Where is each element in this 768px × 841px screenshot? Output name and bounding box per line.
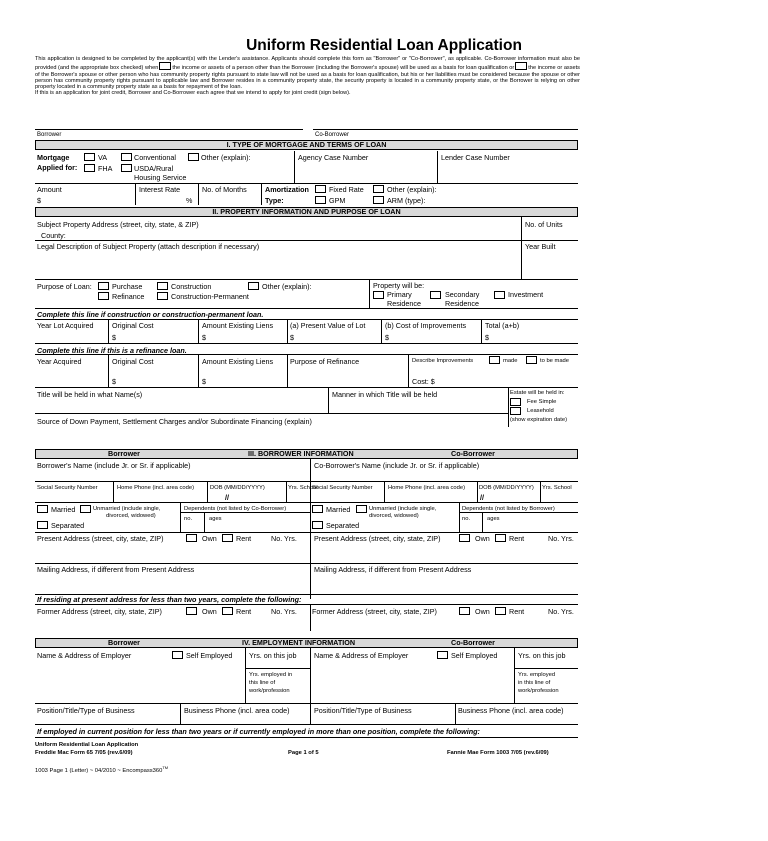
s3-coborrower-label: Co-Borrower: [451, 449, 495, 458]
b-employer-label: Name & Address of Employer: [37, 651, 132, 660]
c-own-checkbox[interactable]: [459, 534, 470, 542]
existing-liens-label: Amount Existing Liens: [202, 321, 274, 330]
b-dob-label: DOB (MM/DD/YYYY): [210, 485, 265, 491]
b-dob-slashes: //: [225, 493, 229, 502]
b-yrs-line-label-3: work/profession: [249, 688, 290, 694]
made-label: made: [503, 358, 518, 364]
arm-checkbox[interactable]: [373, 196, 384, 204]
fha-label: FHA: [98, 164, 113, 173]
construction-permanent-label: Construction-Permanent: [171, 292, 249, 301]
primary-residence-label: Residence: [387, 299, 421, 308]
refi-existing-label: Amount Existing Liens: [202, 357, 274, 366]
refinance-checkbox[interactable]: [98, 292, 109, 300]
to-be-made-label: to be made: [540, 358, 570, 364]
c-business-phone-label: Business Phone (incl. area code): [458, 706, 564, 715]
b-noyrs-label: No. Yrs.: [271, 534, 297, 543]
months-label: No. of Months: [202, 185, 247, 194]
describe-improvements-label: Describe Improvements: [412, 358, 474, 364]
page-title: Uniform Residential Loan Application: [246, 37, 522, 54]
amount-label: Amount: [37, 185, 62, 194]
purpose-other-checkbox[interactable]: [248, 282, 259, 290]
units-label: No. of Units: [525, 220, 563, 229]
borrower-name-label: Borrower's Name (include Jr. or Sr. if applicable): [37, 461, 191, 470]
c-yrs-line-label-3: work/profession: [518, 688, 559, 694]
c-ssn-label: Social Security Number: [312, 485, 373, 491]
secondary-label: Secondary: [445, 290, 480, 299]
c-rent-label: Rent: [509, 534, 525, 543]
construction-permanent-checkbox[interactable]: [157, 292, 168, 300]
b-former-rent-label: Rent: [236, 607, 252, 616]
arm-label: ARM (type):: [387, 196, 426, 205]
s4-borrower-label: Borrower: [108, 638, 140, 647]
mortgage-label: Mortgage: [37, 153, 70, 162]
improvement-cost-label: Cost: $: [412, 377, 435, 386]
footer-form-name: Uniform Residential Loan Application: [35, 742, 139, 748]
b-dependents-ages: ages: [209, 516, 222, 522]
fee-simple-label: Fee Simple: [527, 399, 557, 405]
b-rent-checkbox[interactable]: [222, 534, 233, 542]
refinance-note: Complete this line if this is a refinance loan.: [37, 346, 187, 355]
b-yrs-school-label: Yrs. School: [288, 485, 318, 491]
source-down-payment-label: Source of Down Payment, Settlement Charges and/or Subordinate Financing (explain): [37, 417, 312, 426]
cost-improvements-label: (b) Cost of Improvements: [385, 321, 467, 330]
b-self-employed-checkbox[interactable]: [172, 651, 183, 659]
b-yrs-job-label: Yrs. on this job: [249, 651, 297, 660]
c-former-own-label: Own: [475, 607, 490, 616]
c-yrs-line-label-2: in this line of: [518, 680, 551, 686]
to-be-made-checkbox[interactable]: [526, 356, 537, 364]
present-value-label: (a) Present Value of Lot: [290, 321, 366, 330]
gpm-label: GPM: [329, 196, 346, 205]
two-years-note: If residing at present address for less than two years, complete the following:: [37, 595, 302, 604]
title-names-label: Title will be held in what Name(s): [37, 390, 143, 399]
county-label: County:: [41, 231, 66, 240]
va-checkbox[interactable]: [84, 153, 95, 161]
purpose-other-label: Other (explain):: [262, 282, 312, 291]
c-dob-slashes: //: [480, 493, 484, 502]
b-dependents-label: Dependents (not listed by Co-Borrower): [184, 506, 287, 512]
footer-encompass: 1003 Page 1 (Letter) ~ 04/2010 ~ Encompass360™: [35, 765, 169, 774]
b-rent-label: Rent: [236, 534, 252, 543]
intro-paragraph: This application is designed to be completed by the applicant(s) with the Lender's assistance. Applicants should complete this form as "Borrower" or "Co-Borrower", as applicable. Co-Borrower information must also be provided (and the appropriate box checked) when the income or assets of a person other than the Borrower (including the Borrower's spouse) will be used as a basis for loan qualification or the income or assets of the Borrower's spouse or other person who has community property rights pursuant to state law will not be used as a basis for loan qualification, but his or her liabilities must be considered because the spouse or other person has community property rights pursuant to applicable law and Borrower resides in a community property state, the security property is located in a community property state, or the Borrower is relying on other property located in a community property state as a basis for repayment of the loan. If this is an application for joint credit, Borrower and Co-Borrower each agree that we intend to apply for joint credit (sign below).: [35, 56, 580, 97]
b-separated-checkbox[interactable]: [37, 521, 48, 529]
construction-label: Construction: [171, 282, 212, 291]
property-will-be-label: Property will be:: [373, 281, 425, 290]
fha-checkbox[interactable]: [84, 164, 95, 172]
other-amort-checkbox[interactable]: [373, 185, 384, 193]
b-unmarried-label: Unmarried (include single,: [93, 506, 161, 512]
c-former-noyrs-label: No. Yrs.: [548, 607, 574, 616]
c-former-rent-label: Rent: [509, 607, 525, 616]
b-former-own-checkbox[interactable]: [186, 607, 197, 615]
c-former-own-checkbox[interactable]: [459, 607, 470, 615]
conventional-label: Conventional: [134, 153, 176, 162]
coborrower-signature-label: Co-Borrower: [315, 132, 350, 138]
lender-case-label: Lender Case Number: [441, 153, 510, 162]
total-label: Total (a+b): [485, 321, 520, 330]
agency-case-label: Agency Case Number: [298, 153, 369, 162]
b-separated-label: Separated: [51, 521, 85, 530]
c-present-address-label: Present Address (street, city, state, ZIP): [314, 534, 441, 543]
amortization-type-label: Type:: [265, 196, 284, 205]
section-1-header: I. TYPE OF MORTGAGE AND TERMS OF LOAN: [35, 140, 578, 150]
c-mailing-address-label: Mailing Address, if different from Present Address: [314, 565, 472, 574]
c-former-rent-checkbox[interactable]: [495, 607, 506, 615]
primary-label: Primary: [387, 290, 412, 299]
c-yrs-job-label: Yrs. on this job: [518, 651, 566, 660]
c-dependents-no: no.: [462, 516, 471, 522]
other-type-label: Other (explain):: [201, 153, 251, 162]
applied-for-label: Applied for:: [37, 163, 78, 172]
c-position-label: Position/Title/Type of Business: [314, 706, 412, 715]
c-employer-label: Name & Address of Employer: [314, 651, 409, 660]
c-former-address-label: Former Address (street, city, state, ZIP): [312, 607, 437, 616]
purpose-refinance-label: Purpose of Refinance: [290, 357, 360, 366]
c-unmarried-checkbox[interactable]: [356, 505, 367, 513]
investment-checkbox[interactable]: [494, 291, 505, 299]
employment-note: If employed in current position for less than two years or if currently employed in more than one position, complete the following:: [37, 727, 480, 736]
secondary-residence-checkbox[interactable]: [430, 291, 441, 299]
refi-existing-dollar: $: [202, 377, 206, 386]
year-acquired-label: Year Acquired: [37, 357, 82, 366]
checkbox-icon[interactable]: [159, 62, 171, 70]
va-label: VA: [98, 153, 108, 162]
b-former-address-label: Former Address (street, city, state, ZIP): [37, 607, 162, 616]
c-unmarried-label-2: divorced, widowed): [369, 513, 419, 519]
estate-label: Estate will be held in:: [510, 390, 565, 396]
purchase-checkbox[interactable]: [98, 282, 109, 290]
b-mailing-address-label: Mailing Address, if different from Present Address: [37, 565, 195, 574]
amortization-label: Amortization: [265, 185, 309, 194]
checkbox-icon[interactable]: [515, 62, 527, 70]
interest-pct: %: [186, 196, 193, 205]
leasehold-label: Leasehold: [527, 408, 554, 414]
show-expiration-label: (show expiration date): [510, 417, 568, 423]
c-separated-label: Separated: [326, 521, 360, 530]
c-phone-label: Home Phone (incl. area code): [388, 485, 466, 491]
c-married-label: Married: [326, 505, 351, 514]
s4-coborrower-label: Co-Borrower: [451, 638, 495, 647]
b-married-checkbox[interactable]: [37, 505, 48, 513]
b-phone-label: Home Phone (incl. area code): [117, 485, 195, 491]
usda-label: USDA/Rural: [134, 164, 174, 173]
conventional-checkbox[interactable]: [121, 153, 132, 161]
year-built-label: Year Built: [525, 242, 556, 251]
b-unmarried-label-2: divorced, widowed): [106, 513, 156, 519]
b-own-label: Own: [202, 534, 217, 543]
other-type-checkbox[interactable]: [188, 153, 199, 161]
footer-page-number: Page 1 of 5: [288, 750, 319, 756]
manner-label: Manner in which Title will be held: [332, 390, 438, 399]
interest-rate-label: Interest Rate: [139, 185, 181, 194]
coborrower-name-label: Co-Borrower's Name (include Jr. or Sr. if applicable): [314, 461, 480, 470]
c-married-checkbox[interactable]: [312, 505, 323, 513]
fixed-rate-checkbox[interactable]: [315, 185, 326, 193]
section-4-header: [35, 638, 578, 648]
b-married-label: Married: [51, 505, 76, 514]
total-dollar: $: [485, 333, 489, 342]
s4-title: IV. EMPLOYMENT INFORMATION: [242, 638, 356, 647]
fixed-rate-label: Fixed Rate: [329, 185, 364, 194]
other-amort-label: Other (explain):: [387, 185, 437, 194]
c-self-employed-checkbox[interactable]: [437, 651, 448, 659]
c-self-employed-label: Self Employed: [451, 651, 498, 660]
secondary-residence-label: Residence: [445, 299, 479, 308]
borrower-signature-label: Borrower: [37, 132, 62, 138]
b-former-rent-checkbox[interactable]: [222, 607, 233, 615]
c-yrs-school-label: Yrs. School: [542, 485, 572, 491]
c-unmarried-label: Unmarried (include single,: [369, 506, 437, 512]
usda-label-2: Housing Service: [134, 173, 187, 182]
footer-fannie-mae: Fannie Mae Form 1003 7/05 (rev.6/09): [447, 750, 549, 756]
investment-label: Investment: [508, 290, 544, 299]
c-yrs-line-label: Yrs. employed: [518, 672, 556, 678]
b-business-phone-label: Business Phone (incl. area code): [184, 706, 290, 715]
property-address-label: Subject Property Address (street, city, state, & ZIP): [37, 220, 199, 229]
b-own-checkbox[interactable]: [186, 534, 197, 542]
c-dependents-label: Dependents (not listed by Borrower): [462, 506, 555, 512]
legal-description-label: Legal Description of Subject Property (attach description if necessary): [37, 242, 260, 251]
b-unmarried-checkbox[interactable]: [80, 505, 91, 513]
c-noyrs-label: No. Yrs.: [548, 534, 574, 543]
c-dependents-ages: ages: [487, 516, 500, 522]
b-position-label: Position/Title/Type of Business: [37, 706, 135, 715]
purchase-label: Purchase: [112, 282, 143, 291]
gpm-checkbox[interactable]: [315, 196, 326, 204]
b-former-own-label: Own: [202, 607, 217, 616]
b-present-address-label: Present Address (street, city, state, ZIP): [37, 534, 164, 543]
orig-cost-dollar: $: [112, 333, 116, 342]
refi-orig-cost-label: Original Cost: [112, 357, 154, 366]
construction-checkbox[interactable]: [157, 282, 168, 290]
amount-dollar: $: [37, 196, 41, 205]
made-checkbox[interactable]: [489, 356, 500, 364]
b-self-employed-label: Self Employed: [186, 651, 233, 660]
c-dob-label: DOB (MM/DD/YYYY): [479, 485, 534, 491]
c-rent-checkbox[interactable]: [495, 534, 506, 542]
b-yrs-line-label-2: this line of: [249, 680, 276, 686]
fee-simple-checkbox[interactable]: [510, 398, 521, 406]
section-2-header: II. PROPERTY INFORMATION AND PURPOSE OF LOAN: [35, 207, 578, 217]
orig-cost-label: Original Cost: [112, 321, 154, 330]
present-value-dollar: $: [290, 333, 294, 342]
c-separated-checkbox[interactable]: [312, 521, 323, 529]
usda-checkbox[interactable]: [121, 164, 132, 172]
leasehold-checkbox[interactable]: [510, 407, 521, 415]
cost-improvements-dollar: $: [385, 333, 389, 342]
existing-liens-dollar: $: [202, 333, 206, 342]
s3-title: III. BORROWER INFORMATION: [248, 449, 354, 458]
section-3-header: [35, 449, 578, 459]
b-ssn-label: Social Security Number: [37, 485, 98, 491]
b-former-noyrs-label: No. Yrs.: [271, 607, 297, 616]
construction-note: Complete this line if construction or construction-permanent loan.: [37, 310, 264, 319]
c-own-label: Own: [475, 534, 490, 543]
refinance-label: Refinance: [112, 292, 145, 301]
footer-freddie-mac: Freddie Mac Form 65 7/05 (rev.6/09): [35, 750, 133, 756]
purpose-label: Purpose of Loan:: [37, 282, 92, 291]
s3-borrower-label: Borrower: [108, 449, 140, 458]
year-lot-label: Year Lot Acquired: [37, 321, 94, 330]
b-yrs-line-label: Yrs. employed in: [249, 672, 293, 678]
primary-residence-checkbox[interactable]: [373, 291, 384, 299]
b-dependents-no: no.: [184, 516, 193, 522]
refi-orig-dollar: $: [112, 377, 116, 386]
